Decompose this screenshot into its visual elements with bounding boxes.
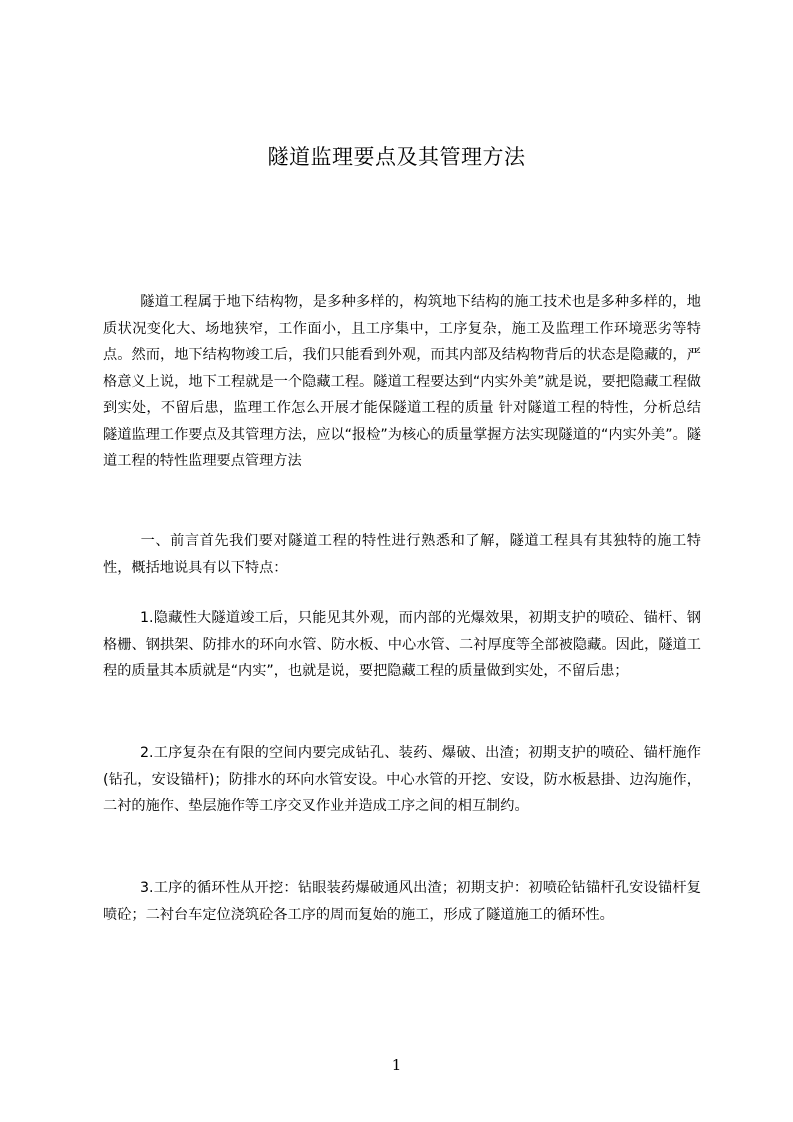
paragraph-point-2 bbox=[103, 740, 701, 820]
paragraph-text: 一、前言首先我们要对隧道工程的特性进行熟悉和了解，隧道工程具有其独特的施工特性，概括地说具有以下特点： bbox=[103, 533, 701, 576]
paragraph-point-1 bbox=[103, 605, 701, 685]
paragraph-point-3 bbox=[103, 875, 701, 928]
page-number: 1 bbox=[391, 1056, 402, 1074]
paragraph-intro bbox=[103, 289, 701, 475]
paragraph-text: 2.工序复杂在有限的空间内要完成钻孔、装药、爆破、出渣；初期支护的喷砼、锚杆施作(钻孔，安设锚杆)；防排水的环向水管安设。中心水管的开挖、安设，防水板悬掛、边沟施作，二衬的施作、垫层施作等工序交叉作业并造成工序之间的相互制约。 bbox=[103, 745, 701, 814]
paragraph-text: 隧道工程属于地下结构物，是多种多样的，构筑地下结构的施工技术也是多种多样的，地质状况变化大、场地狭窄，工作面小，且工序集中，工序复杂，施工及监理工作环境恶劣等特点。然而，地下结构物竣工后，我们只能看到外观，而其内部及结构物背后的状态是隐藏的，严格意义上说，地下工程就是一个隐藏工程。隧道工程要达到“内实外美”就是说，要把隐藏工程做到实处，不留后患，监理工作怎么开展才能保隧道工程的质量 针对隧道工程的特性，分析总结隧道监理工作要点及其管理方法，应以“报检”为核心的质量掌握方法实现隧道的“内实外美”。隧道工程的特性监理要点管理方法 bbox=[103, 294, 701, 469]
paragraph-preface bbox=[103, 528, 701, 581]
paragraph-text: 3.工序的循环性从开挖：钻眼装药爆破通风出渣；初期支护：初喷砼钻锚杆孔安设锚杆复喷砼；二衬台车定位浇筑砼各工序的周而复始的施工，形成了隧道施工的循环性。 bbox=[103, 880, 701, 923]
paragraph-text: 1.隐藏性大隧道竣工后，只能见其外观，而内部的光爆效果，初期支护的喷砼、锚杆、钢格栅、钢拱架、防排水的环向水管、防水板、中心水管、二衬厚度等全部被隐藏。因此，隧道工程的质量其本质就是“内实”，也就是说，要把隐藏工程的质量做到实处，不留后患； bbox=[103, 610, 701, 679]
document-title: 隧道监理要点及其管理方法 bbox=[267, 145, 526, 169]
